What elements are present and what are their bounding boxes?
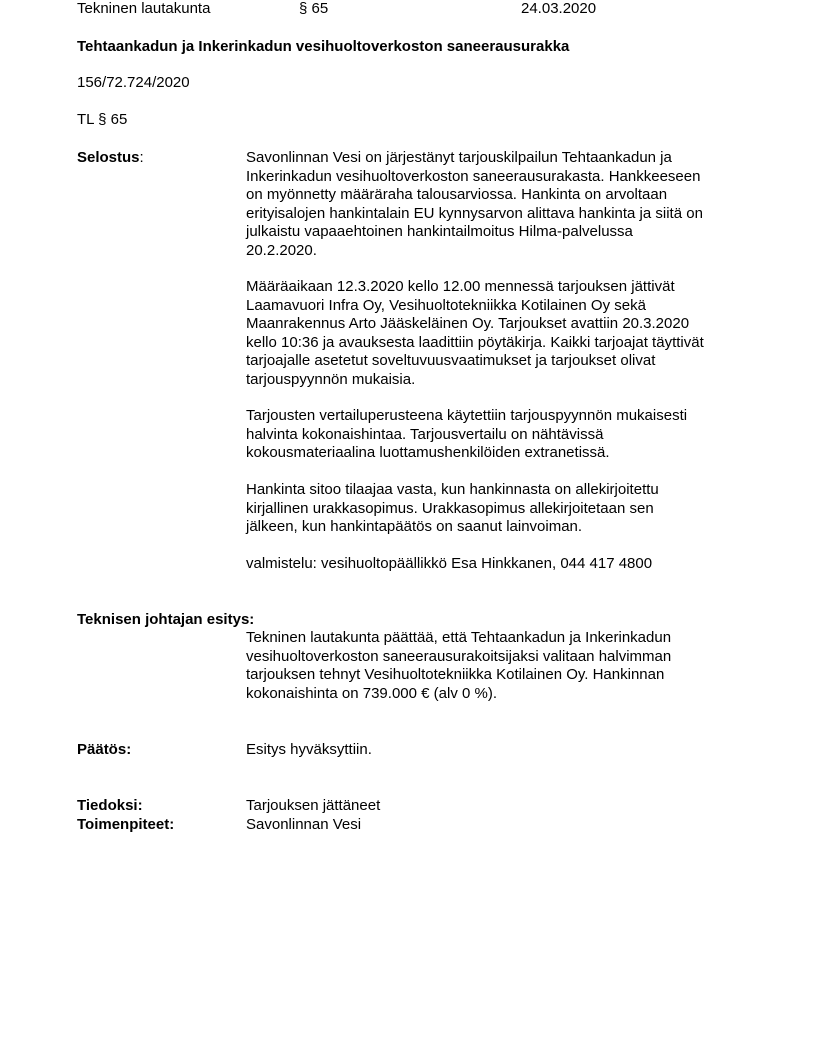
decision-label: Päätös: bbox=[77, 741, 132, 758]
selostus-label bbox=[77, 149, 144, 166]
document-number: 156/72.724/2020 bbox=[77, 74, 190, 91]
preparer-contact: valmistelu: vesihuoltopäällikkö Esa Hinkkanen, 044 417 4800 bbox=[246, 555, 653, 572]
tiedoksi-label: Tiedoksi: bbox=[77, 797, 143, 814]
header-date: 24.03.2020 bbox=[521, 0, 597, 17]
toimenpiteet-text: Savonlinnan Vesi bbox=[246, 816, 362, 833]
header-body-name: Tekninen lautakunta bbox=[77, 0, 211, 17]
selostus-paragraph-1: Savonlinnan Vesi on järjestänyt tarjouskilpailun Tehtaankadun ja Inkerinkadun vesihuoltoverkoston saneerausurakasta. Hankkeeseen on myönnetty määräraha talousarviossa. Hankinta on arvoltaan erityisalojen hankintalain EU kynnysarvon alittava hankinta ja siitä on julkaistu vapaaehtoinen hankintailmoitus Hilma-palvelussa 20.2.2020. bbox=[246, 149, 703, 259]
selostus-paragraph-4: Hankinta sitoo tilaajaa vasta, kun hankinnasta on allekirjoitettu kirjallinen urakkasopimus. Urakkasopimus allekirjoitetaan sen jälkeen, kun hankintapäätös on saanut lainvoiman. bbox=[246, 481, 659, 535]
selostus-label-colon: : bbox=[139, 149, 144, 166]
selostus-paragraph-3: Tarjousten vertailuperusteena käytettiin tarjouspyynnön mukaisesti halvinta kokonaishintaa. Tarjousvertailu on nähtävissä kokousmateriaalina luottamushenkilöiden extranetissä. bbox=[246, 407, 688, 461]
section-reference: TL § 65 bbox=[77, 111, 128, 128]
document-title: Tehtaankadun ja Inkerinkadun vesihuoltoverkoston saneerausurakka bbox=[77, 38, 570, 55]
header-section-number: § 65 bbox=[299, 0, 329, 17]
selostus-label-text: Selostus bbox=[77, 149, 140, 166]
selostus-paragraph-2: Määräaikaan 12.3.2020 kello 12.00 mennessä tarjouksen jättivät Laamavuori Infra Oy, Vesihuoltotekniikka Kotilainen Oy sekä Maanrakennus Arto Jääskeläinen Oy. Tarjoukset avattiin 20.3.2020 kello 10:36 ja avauksesta laadittiin pöytäkirja. Kaikki tarjoajat täyttivät tarjoajalle asetetut soveltuvuusvaatimukset ja tarjoukset olivat tarjouspyynnön mukaisia. bbox=[246, 278, 704, 388]
decision-text: Esitys hyväksyttiin. bbox=[246, 741, 372, 758]
toimenpiteet-label: Toimenpiteet: bbox=[77, 816, 175, 833]
tiedoksi-text: Tarjouksen jättäneet bbox=[246, 797, 381, 814]
proposal-label: Teknisen johtajan esitys: bbox=[77, 611, 255, 628]
proposal-text: Tekninen lautakunta päättää, että Tehtaankadun ja Inkerinkadun vesihuoltoverkoston saneerausurakoitsijaksi valitaan halvimman tarjouksen tehnyt Vesihuoltotekniikka Kotilainen Oy. Hankinnan kokonaishinta on 739.000 € (alv 0 %). bbox=[246, 629, 672, 702]
